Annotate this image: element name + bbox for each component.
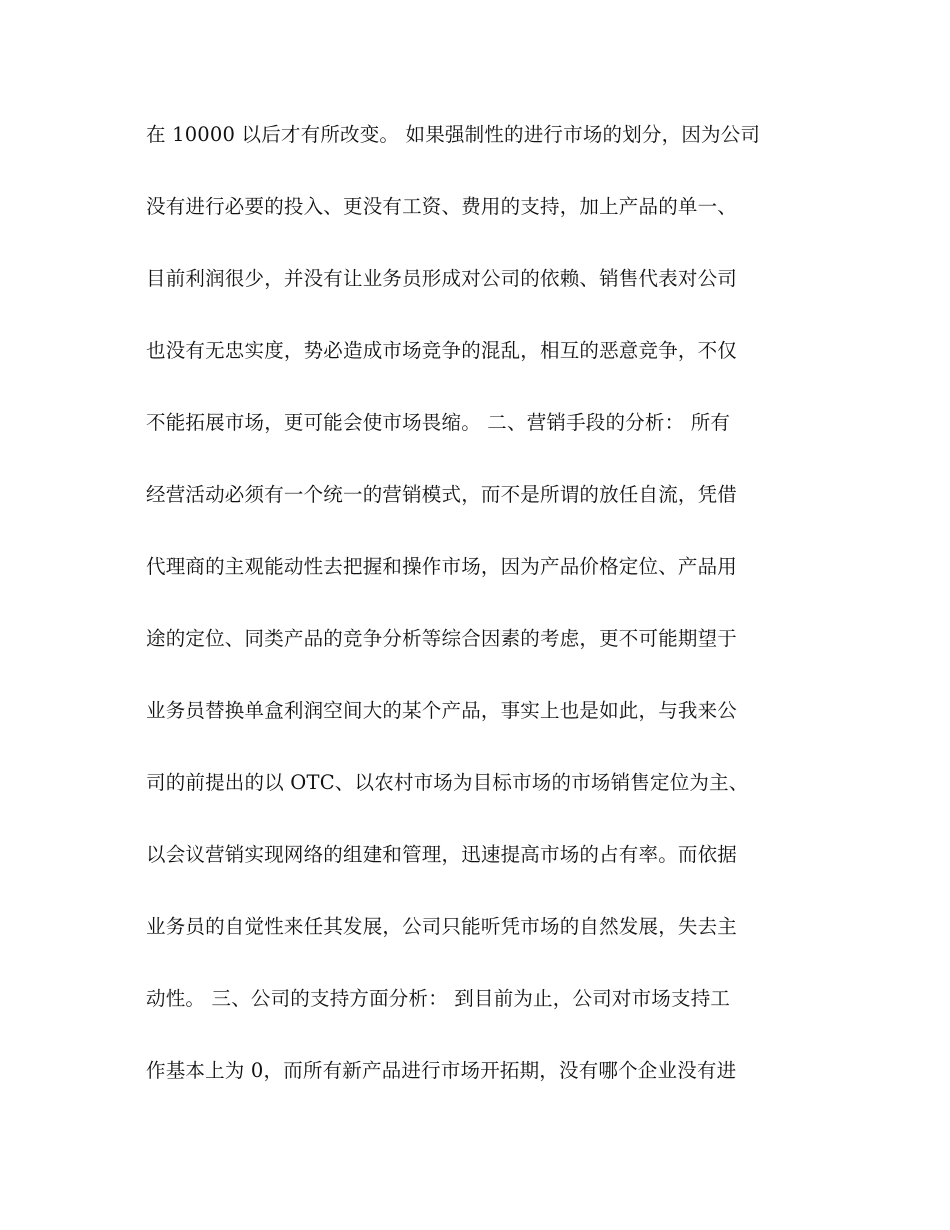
text-line: 在 10000 以后才有所改变。 如果强制性的进行市场的划分，因为公司 bbox=[146, 123, 761, 146]
text-line: 不能拓展市场，更可能会使市场畏缩。 二、营销手段的分析： 所有 bbox=[146, 411, 731, 434]
text-line: 代理商的主观能动性去把握和操作市场，因为产品价格定位、产品用 bbox=[146, 555, 738, 578]
text-line: 司的前提出的以 OTC、以农村市场为目标市场的市场销售定位为主、 bbox=[146, 771, 749, 794]
text-line: 也没有无忠实度，势必造成市场竞争的混乱，相互的恶意竞争，不仅 bbox=[146, 339, 738, 362]
text-line: 动性。 三、公司的支持方面分析： 到目前为止，公司对市场支持工 bbox=[146, 987, 731, 1010]
text-line: 没有进行必要的投入、更没有工资、费用的支持，加上产品的单一、 bbox=[146, 195, 738, 218]
text-line: 作基本上为 0，而所有新产品进行市场开拓期，没有哪个企业没有进 bbox=[146, 1059, 737, 1082]
body-text bbox=[146, 122, 816, 1130]
text-line: 以会议营销实现网络的组建和管理，迅速提高市场的占有率。而依据 bbox=[146, 843, 738, 866]
text-line: 途的定位、同类产品的竞争分析等综合因素的考虑，更不可能期望于 bbox=[146, 627, 738, 650]
text-line: 业务员替换单盒利润空间大的某个产品，事实上也是如此，与我来公 bbox=[146, 699, 738, 722]
text-line: 目前利润很少，并没有让业务员形成对公司的依赖、销售代表对公司 bbox=[146, 267, 738, 290]
text-line: 经营活动必须有一个统一的营销模式，而不是所谓的放任自流，凭借 bbox=[146, 483, 738, 506]
text-line: 业务员的自觉性来任其发展，公司只能听凭市场的自然发展，失去主 bbox=[146, 915, 738, 938]
